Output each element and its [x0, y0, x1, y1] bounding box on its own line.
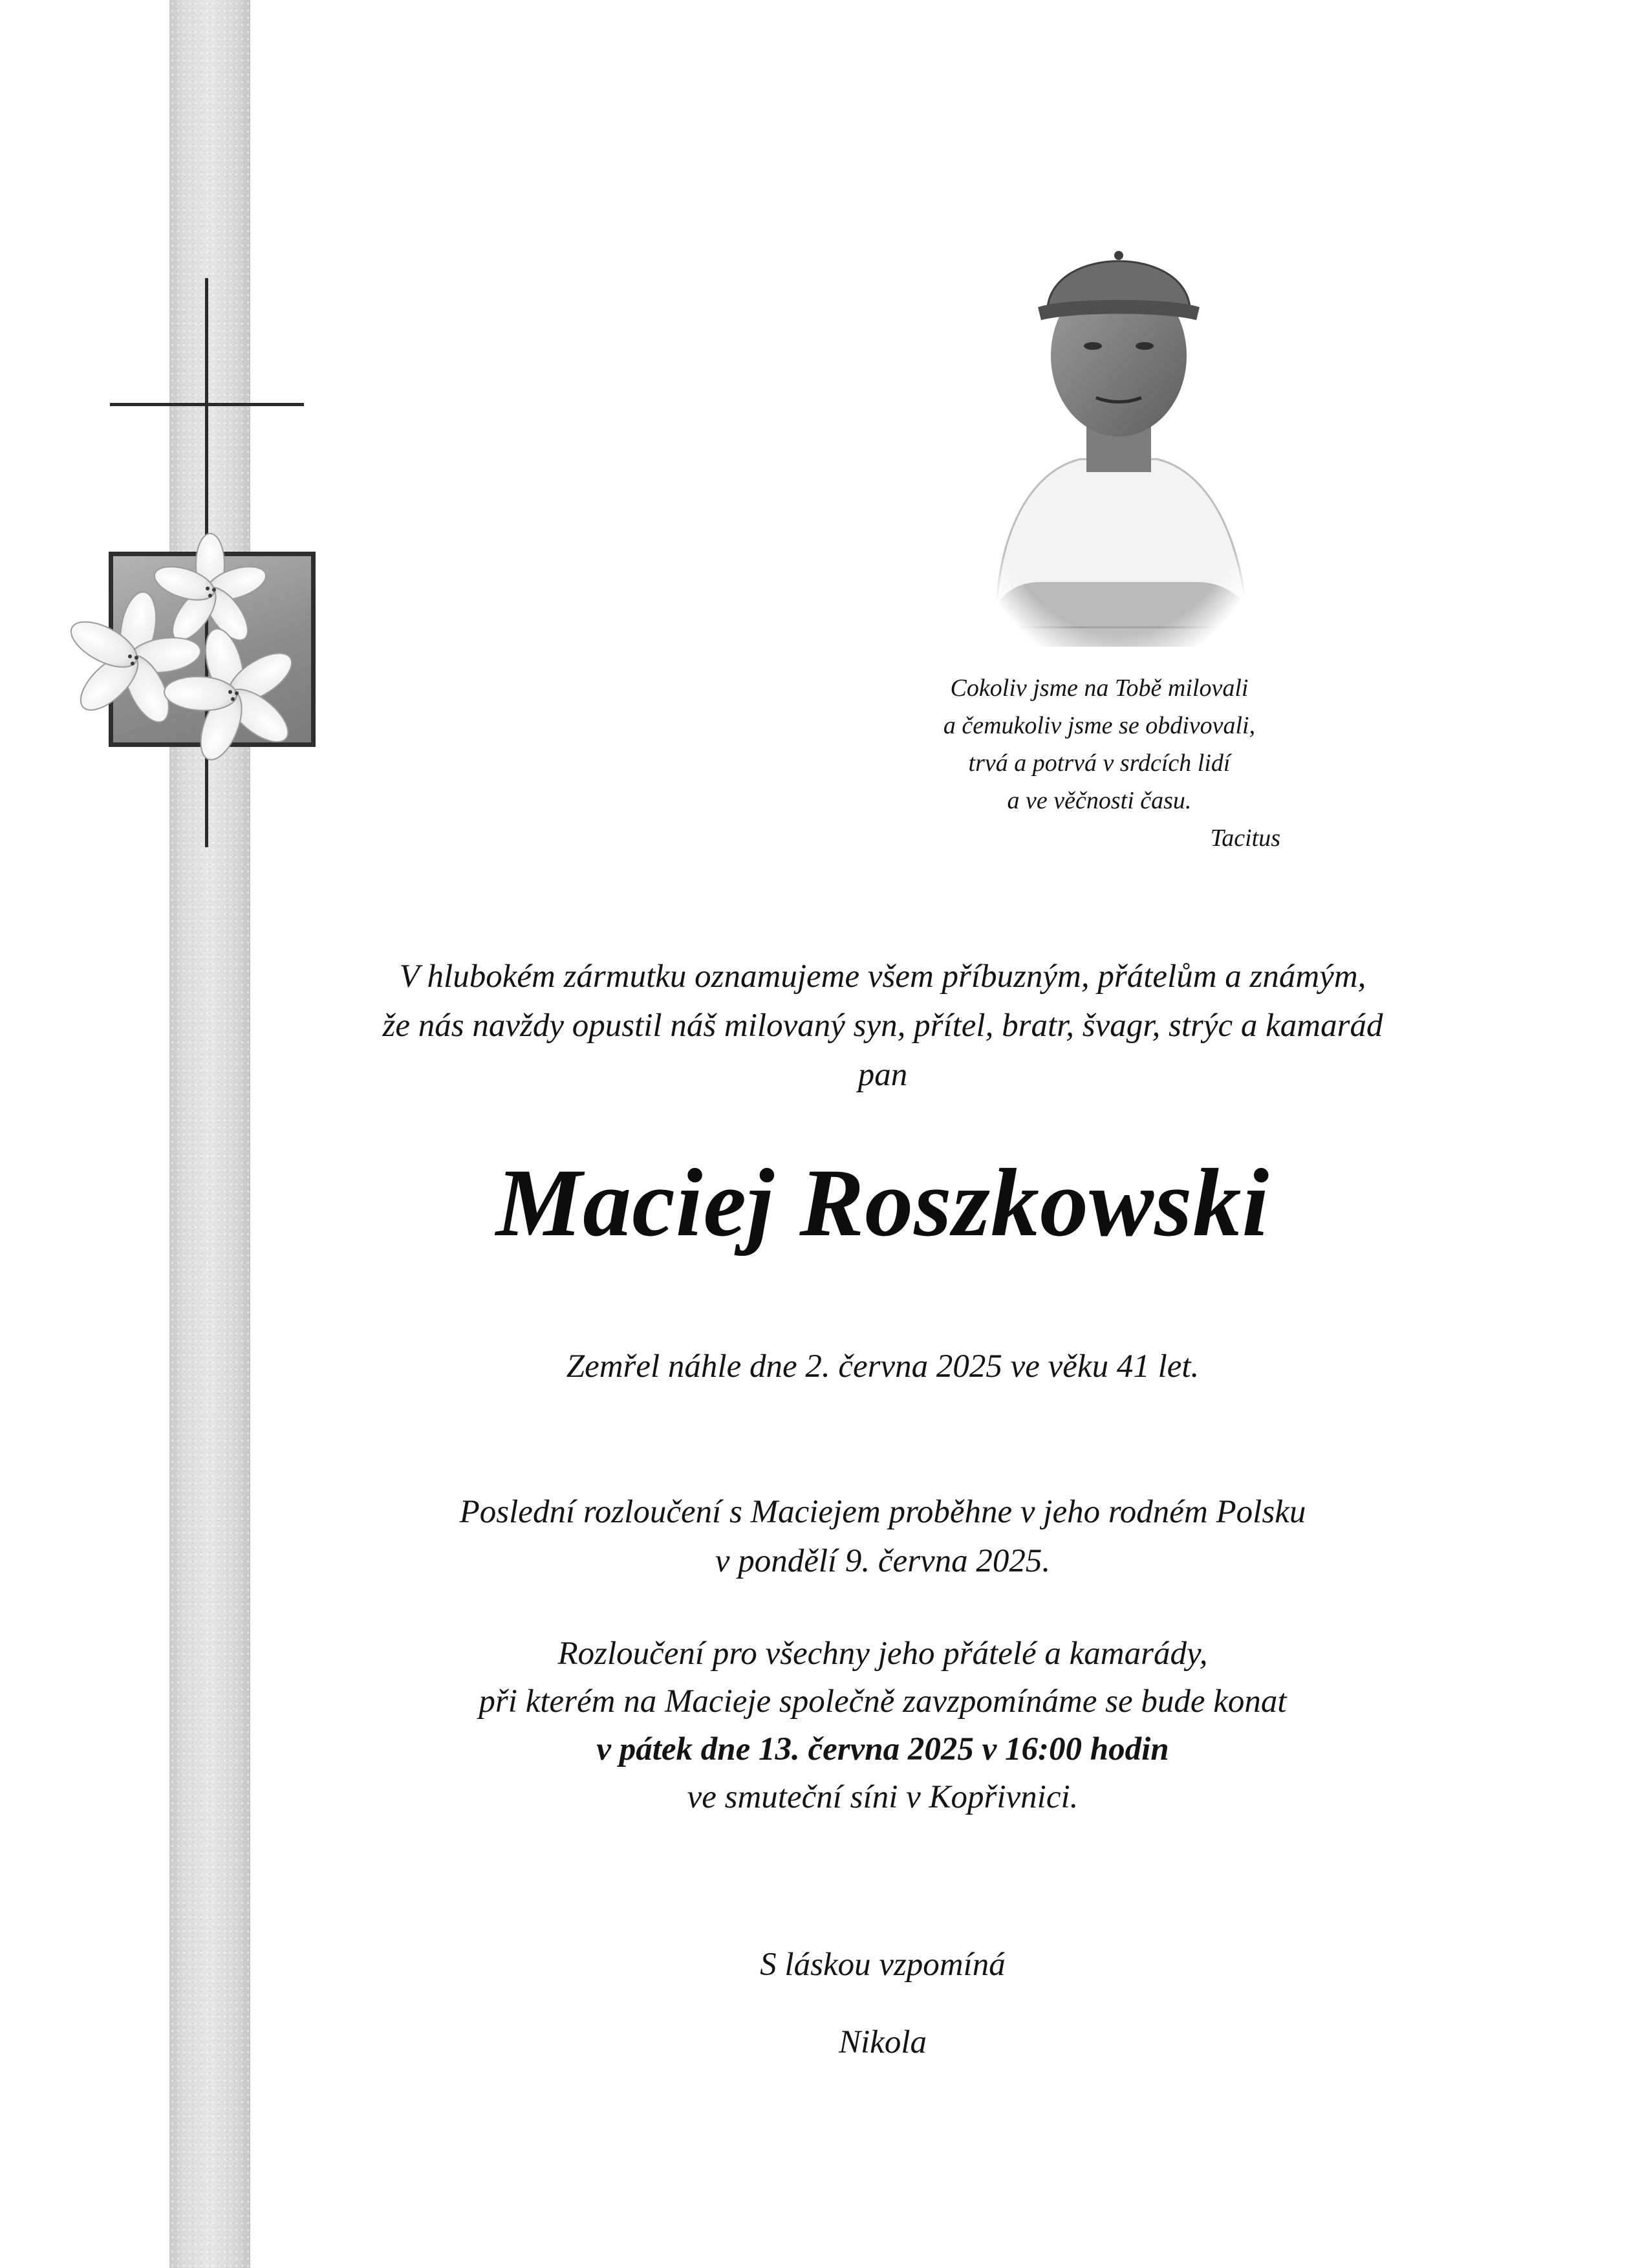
quote-line: a čemukoliv jsme se obdivovali,	[943, 712, 1256, 739]
farewell-info	[259, 1487, 1507, 1586]
portrait-photo	[970, 200, 1267, 653]
death-notice: Zemřel náhle dne 2. června 2025 ve věku 41 let.	[566, 1348, 1200, 1385]
quote-line: a ve věčnosti času.	[1007, 787, 1192, 814]
farewell-line: v pondělí 9. června 2025.	[715, 1543, 1051, 1579]
memorial-quote	[873, 669, 1326, 857]
gathering-line: při kterém na Macieje společně zavzpomínáme se bude konat	[479, 1683, 1287, 1720]
farewell-line: Poslední rozloučení s Maciejem proběhne v jeho rodném Polsku	[459, 1494, 1306, 1530]
signature: Nikola	[839, 2024, 927, 2060]
announcement-line: pan	[857, 1057, 908, 1093]
announcement-line: V hlubokém zármutku oznamujeme všem příbuzným, přátelům a známým,	[399, 958, 1366, 995]
gathering-line: Rozloučení pro všechny jeho přátelé a kamarády,	[557, 1636, 1208, 1672]
quote-author: Tacitus	[1210, 825, 1280, 852]
announcement-text	[259, 952, 1507, 1099]
announcement-line: že nás navždy opustil náš milovaný syn, přítel, bratr, švagr, strýc a kamarád	[382, 1008, 1383, 1044]
deceased-name: Maciej Roszkowski	[495, 1149, 1270, 1257]
lily-flowers-icon	[61, 530, 333, 776]
cross-bar	[110, 403, 304, 406]
gathering-place: ve smuteční síni v Kopřivnici.	[687, 1779, 1079, 1815]
quote-line: trvá a potrvá v srdcích lidí	[968, 750, 1231, 777]
gathering-date-time: v pátek dne 13. června 2025 v 16:00 hodin	[596, 1731, 1169, 1767]
band-texture	[169, 0, 250, 2268]
quote-line: Cokoliv jsme na Tobě milovali	[950, 675, 1249, 702]
gathering-info	[259, 1630, 1507, 1821]
closing-text: S láskou vzpomíná	[760, 1947, 1006, 1983]
